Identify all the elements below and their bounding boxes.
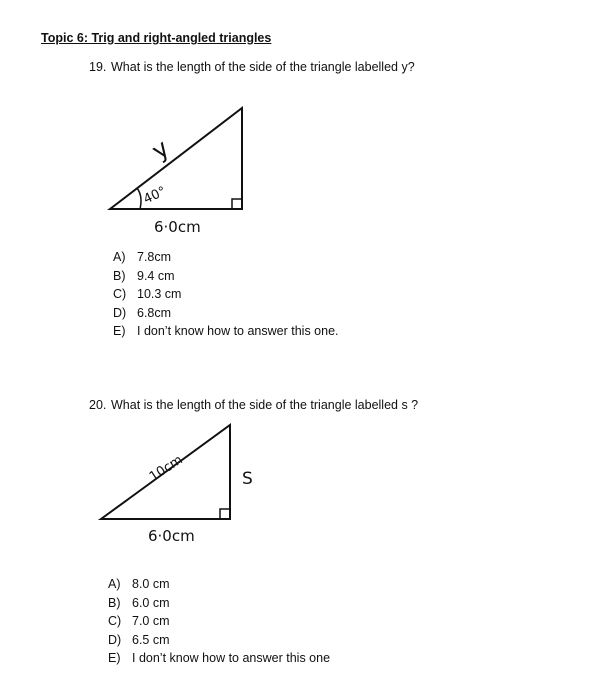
option-d[interactable]: [108, 631, 330, 650]
option-letter: C): [113, 287, 127, 302]
question-text: What is the length of the side of the triangle labelled y?: [111, 60, 415, 74]
angle-label: 40°: [141, 184, 169, 208]
option-text: I don’t know how to answer this one.: [137, 324, 339, 339]
question-number: 20.: [89, 398, 107, 412]
option-c[interactable]: [108, 612, 330, 631]
option-letter: B): [113, 268, 126, 283]
option-a[interactable]: [108, 575, 330, 594]
option-text: 7.8cm: [137, 250, 172, 264]
option-letter: C): [108, 614, 122, 629]
option-text: 10.3 cm: [137, 287, 182, 302]
hypotenuse-label: y: [146, 133, 175, 165]
option-text: I don’t know how to answer this one: [132, 651, 331, 666]
option-text: 6.0 cm: [132, 595, 170, 610]
option-letter: A): [108, 577, 121, 591]
option-text: 8.0 cm: [132, 577, 170, 591]
option-letter: B): [108, 595, 121, 610]
option-letter: D): [113, 305, 127, 320]
base-label: 6·0cm: [148, 527, 195, 545]
option-text: 6.8cm: [137, 305, 172, 320]
right-angle-marker: [220, 509, 230, 519]
option-letter: E): [108, 651, 121, 666]
answer-options-20: [108, 575, 330, 668]
option-letter: D): [108, 632, 122, 647]
base-label: 6·0cm: [154, 218, 201, 236]
hypotenuse-label: 10cm: [146, 452, 186, 485]
option-text: 7.0 cm: [132, 614, 170, 629]
topic-title: Topic 6: Trig and right-angled triangles: [41, 31, 272, 45]
question-text: What is the length of the side of the triangle labelled s ?: [111, 398, 419, 412]
option-letter: E): [113, 324, 126, 339]
option-b[interactable]: [108, 594, 330, 613]
option-text: 9.4 cm: [137, 268, 175, 283]
option-letter: A): [113, 250, 126, 264]
option-text: 6.5 cm: [132, 632, 170, 647]
option-e[interactable]: [108, 649, 330, 668]
question-number: 19.: [89, 60, 107, 74]
side-label: S: [242, 469, 253, 489]
